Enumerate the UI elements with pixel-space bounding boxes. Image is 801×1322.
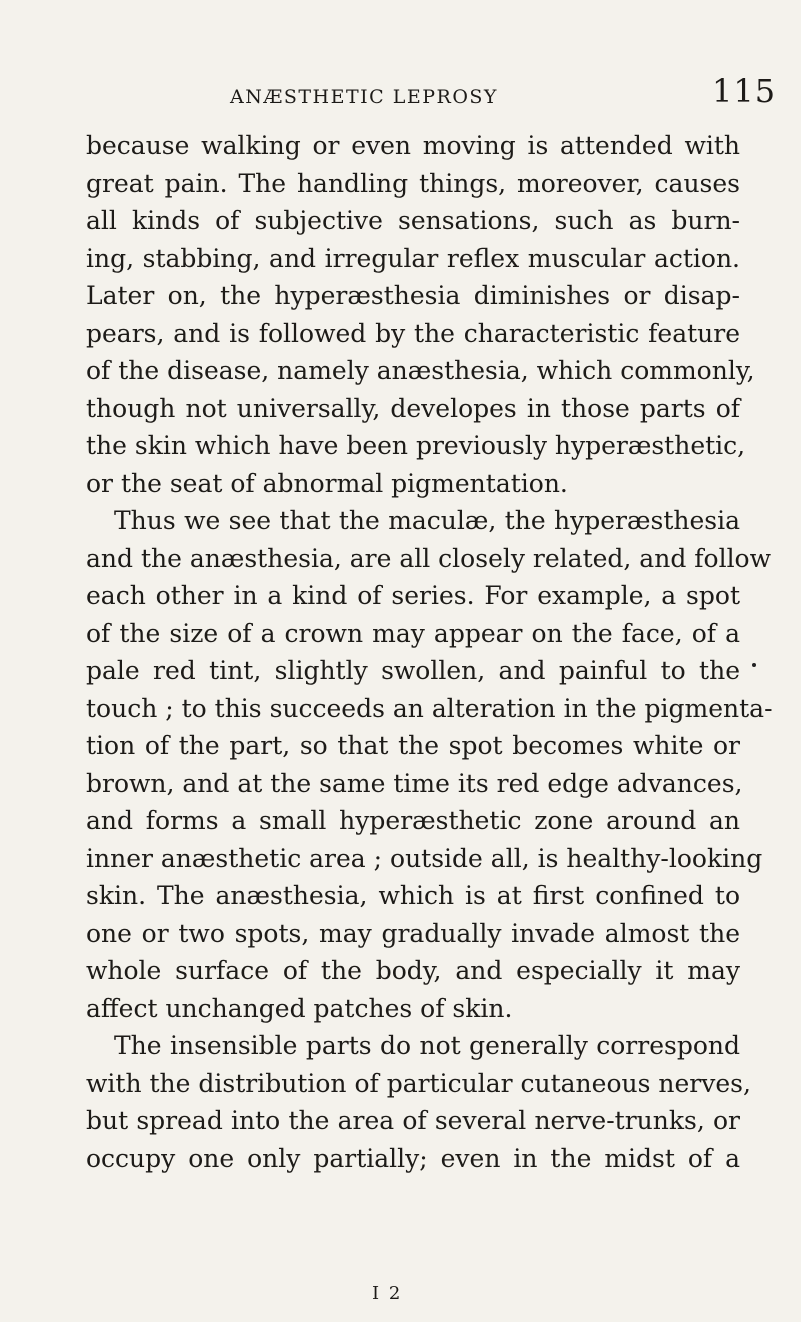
- text-line: Thus we see that the maculæ, the hyperæsthesia: [114, 506, 740, 535]
- text-line: inner anæsthetic area ; outside all, is healthy-looking: [86, 843, 763, 873]
- text-line: of the disease, namely anæsthesia, which commonly,: [86, 356, 755, 385]
- text-line: The insensible parts do not generally correspond: [114, 1031, 740, 1060]
- text-line: one or two spots, may gradually invade almost the: [86, 918, 740, 948]
- text-line: all kinds of subjective sensations, such as burn-: [86, 206, 740, 235]
- text-line: with the distribution of particular cutaneous nerves,: [86, 1068, 751, 1098]
- text-line: and the anæsthesia, are all closely related, and follow: [86, 543, 772, 573]
- body-text: [86, 127, 773, 1177]
- text-line: each other in a kind of series. For example, a spot: [86, 581, 740, 610]
- margin-ink-dot: [752, 663, 756, 667]
- text-line: or the seat of abnormal pigmentation.: [86, 468, 568, 498]
- text-line: great pain. The handling things, moreover, causes: [86, 168, 740, 198]
- text-line: affect unchanged patches of skin.: [86, 993, 513, 1023]
- text-line: occupy one only partially; even in the midst of a: [86, 1143, 740, 1173]
- text-line: tion of the part, so that the spot becomes white or: [86, 731, 740, 760]
- text-line: pale red tint, slightly swollen, and painful to the: [86, 656, 740, 685]
- text-line: Later on, the hyperæsthesia diminishes or disap-: [86, 281, 740, 310]
- text-line: the skin which have been previously hyperæsthetic,: [86, 431, 746, 460]
- text-line: because walking or even moving is attended with: [86, 131, 740, 160]
- text-line: touch ; to this succeeds an alteration in the pigmenta-: [86, 693, 773, 723]
- text-line: but spread into the area of several nerve-trunks, or: [86, 1106, 740, 1135]
- text-line: of the size of a crown may appear on the face, of a: [86, 618, 740, 648]
- text-line: skin. The anæsthesia, which is at first confined to: [86, 881, 740, 910]
- text-line: whole surface of the body, and especially it may: [86, 956, 740, 985]
- signature-mark: I 2: [372, 1283, 403, 1304]
- text-line: and forms a small hyperæsthetic zone around an: [86, 806, 740, 835]
- text-line: ing, stabbing, and irregular reflex muscular action.: [86, 243, 740, 273]
- running-head-title: ANÆSTHETIC LEPROSY: [230, 86, 498, 108]
- page-number: 115: [712, 72, 777, 110]
- text-line: though not universally, developes in those parts of: [86, 393, 740, 423]
- text-line: brown, and at the same time its red edge advances,: [86, 768, 743, 798]
- text-line: pears, and is followed by the characteristic feature: [86, 318, 740, 348]
